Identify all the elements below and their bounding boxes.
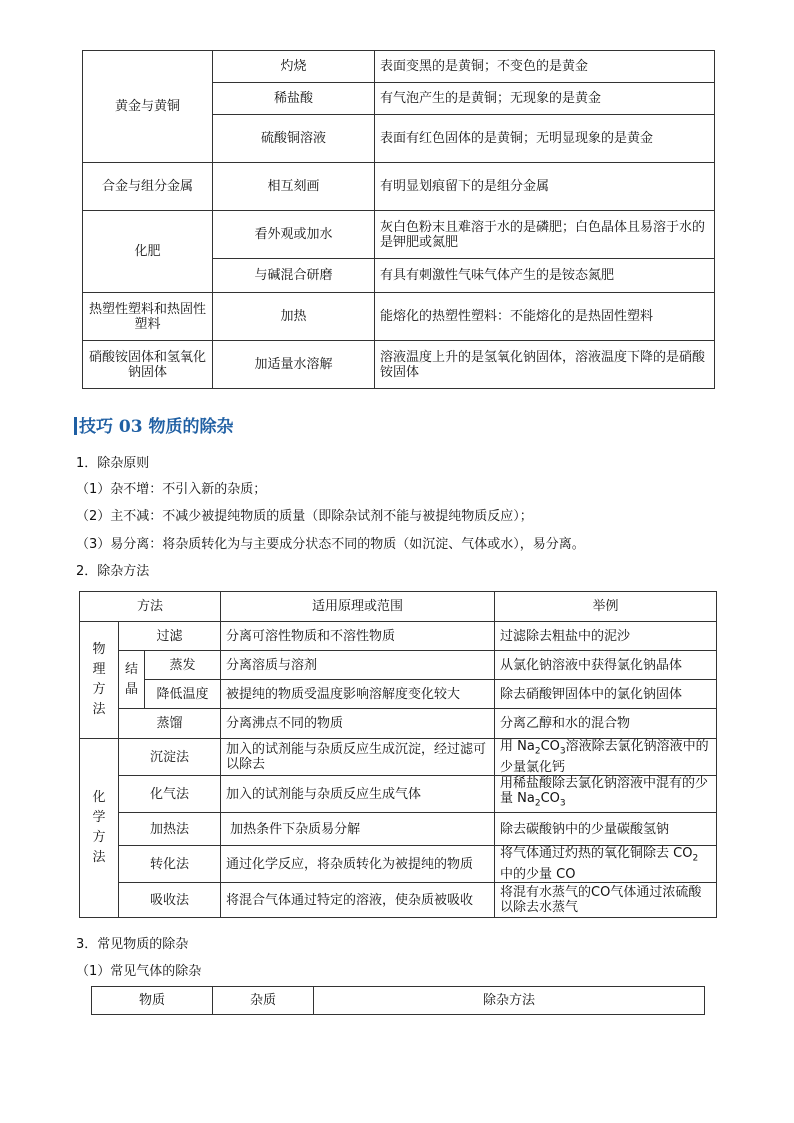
table-row [80,622,717,651]
subscript: 3 [559,746,566,757]
table-row [83,51,715,83]
crystal-text: 结晶 [124,661,138,697]
table-header-row [80,592,717,622]
example-text: 将气体通过灼热的氧化铜除去 CO [500,846,693,862]
result-cell: 有气泡产生的是黄铜；无现象的是黄金 [375,83,715,115]
example-text: 溶液除去氯化钠溶液中的少量氯化钙 [500,739,709,775]
principle-cell: 分离沸点不同的物质 [221,709,495,739]
table-row [80,739,717,776]
category-cell: 硝酸铵固体和氢氧化钠固体 [83,341,213,389]
example-text: 中的少量 CO [500,866,576,882]
method-cell: 相互刻画 [213,163,375,211]
result-cell: 表面变黑的是黄铜；不变色的是黄金 [375,51,715,83]
result-cell: 能熔化的热塑性塑料：不能熔化的是热固性塑料 [375,293,715,341]
example-text: CO [540,791,560,807]
example-cell: 除去硝酸钾固体中的氯化钠固体 [495,680,717,709]
table-row [83,211,715,259]
example-cell: 除去碳酸钠中的少量碳酸氢钠 [495,813,717,846]
method-name: 蒸发 [145,651,221,680]
category-cell: 合金与组分金属 [83,163,213,211]
crystal-label [119,651,145,709]
principle-cell: 加热条件下杂质易分解 [221,813,495,846]
category-cell: 热塑性塑料和热固性塑料 [83,293,213,341]
result-cell: 有明显划痕留下的是组分金属 [375,163,715,211]
table-row [83,341,715,389]
header-substance: 物质 [92,987,213,1015]
physical-method-label [80,622,119,739]
result-cell: 有具有刺激性气味气体产生的是铵态氮肥 [375,259,715,293]
method-cell: 硫酸铜溶液 [213,115,375,163]
method-cell: 灼烧 [213,51,375,83]
heading-removal-methods: 2．除杂方法 [76,564,150,579]
subscript: 2 [692,853,699,864]
header-removal-method: 除杂方法 [314,987,705,1015]
table-row [83,293,715,341]
example-text: 用 Na [500,739,535,755]
chemical-method-text: 化学方法 [92,790,106,865]
example-text: 用稀盐酸除去氯化钠溶液中混有的少量 Na [500,776,709,807]
method-name: 吸收法 [119,883,221,918]
heading-removal-principle: 1．除杂原则 [76,456,150,471]
table-row [83,163,715,211]
table-row [80,883,717,918]
method-cell: 稀盐酸 [213,83,375,115]
removal-methods-table [79,591,717,918]
example-cell [495,846,717,883]
subscript: 2 [534,798,541,809]
chemical-method-label [80,739,119,918]
subscript: 3 [559,798,566,809]
example-cell: 将混有水蒸气的CO气体通过浓硫酸以除去水蒸气 [495,883,717,918]
example-cell [495,739,717,776]
table-row [80,709,717,739]
heading-common-removal: 3．常见物质的除杂 [76,937,189,952]
principle-cell: 加入的试剂能与杂质反应生成气体 [221,776,495,813]
physical-method-text: 物理方法 [92,642,106,717]
method-name: 过滤 [119,622,221,651]
table-row [80,846,717,883]
header-method: 方法 [80,592,221,622]
section-heading [74,412,234,437]
method-name: 沉淀法 [119,739,221,776]
method-name: 转化法 [119,846,221,883]
heading-bar [74,417,77,435]
result-cell: 灰白色粉末且难溶于水的是磷肥；白色晶体且易溶于水的是钾肥或氮肥 [375,211,715,259]
example-cell: 从氯化钠溶液中获得氯化钠晶体 [495,651,717,680]
identification-table [82,50,715,389]
header-impurity: 杂质 [213,987,314,1015]
principle-cell: 将混合气体通过特定的溶液，使杂质被吸收 [221,883,495,918]
section-title: 技巧 03 物质的除杂 [79,417,234,437]
example-cell: 分离乙醇和水的混合物 [495,709,717,739]
subheading-gas-removal: （1）常见气体的除杂 [76,964,202,979]
principle-cell: 分离可溶性物质和不溶性物质 [221,622,495,651]
principle-1: （1）杂不增：不引入新的杂质； [76,482,267,497]
table-header-row [92,987,705,1015]
table-row [80,813,717,846]
principle-3: （3）易分离：将杂质转化为与主要成分状态不同的物质（如沉淀、气体或水），易分离。 [76,537,585,552]
table-row [80,651,717,680]
principle-cell: 被提纯的物质受温度影响溶解度变化较大 [221,680,495,709]
header-principle: 适用原理或范围 [221,592,495,622]
method-name: 降低温度 [145,680,221,709]
example-cell: 过滤除去粗盐中的泥沙 [495,622,717,651]
table-row [80,680,717,709]
method-cell: 加适量水溶解 [213,341,375,389]
header-example: 举例 [495,592,717,622]
principle-cell: 分离溶质与溶剂 [221,651,495,680]
example-cell [495,776,717,813]
method-cell: 与碱混合研磨 [213,259,375,293]
table-row [80,776,717,813]
result-cell: 表面有红色固体的是黄铜；无明显现象的是黄金 [375,115,715,163]
method-name: 加热法 [119,813,221,846]
category-cell: 化肥 [83,211,213,293]
method-name: 蒸馏 [119,709,221,739]
principle-cell: 加入的试剂能与杂质反应生成沉淀，经过滤可以除去 [221,739,495,776]
gas-removal-table [91,986,705,1015]
subscript: 2 [534,746,541,757]
method-name: 化气法 [119,776,221,813]
method-cell: 加热 [213,293,375,341]
principle-2: （2）主不减：不减少被提纯物质的质量（即除杂试剂不能与被提纯物质反应）； [76,509,533,524]
principle-cell: 通过化学反应，将杂质转化为被提纯的物质 [221,846,495,883]
result-cell: 溶液温度上升的是氢氧化钠固体，溶液温度下降的是硝酸铵固体 [375,341,715,389]
method-cell: 看外观或加水 [213,211,375,259]
category-cell: 黄金与黄铜 [83,51,213,163]
example-text: CO [540,739,560,755]
